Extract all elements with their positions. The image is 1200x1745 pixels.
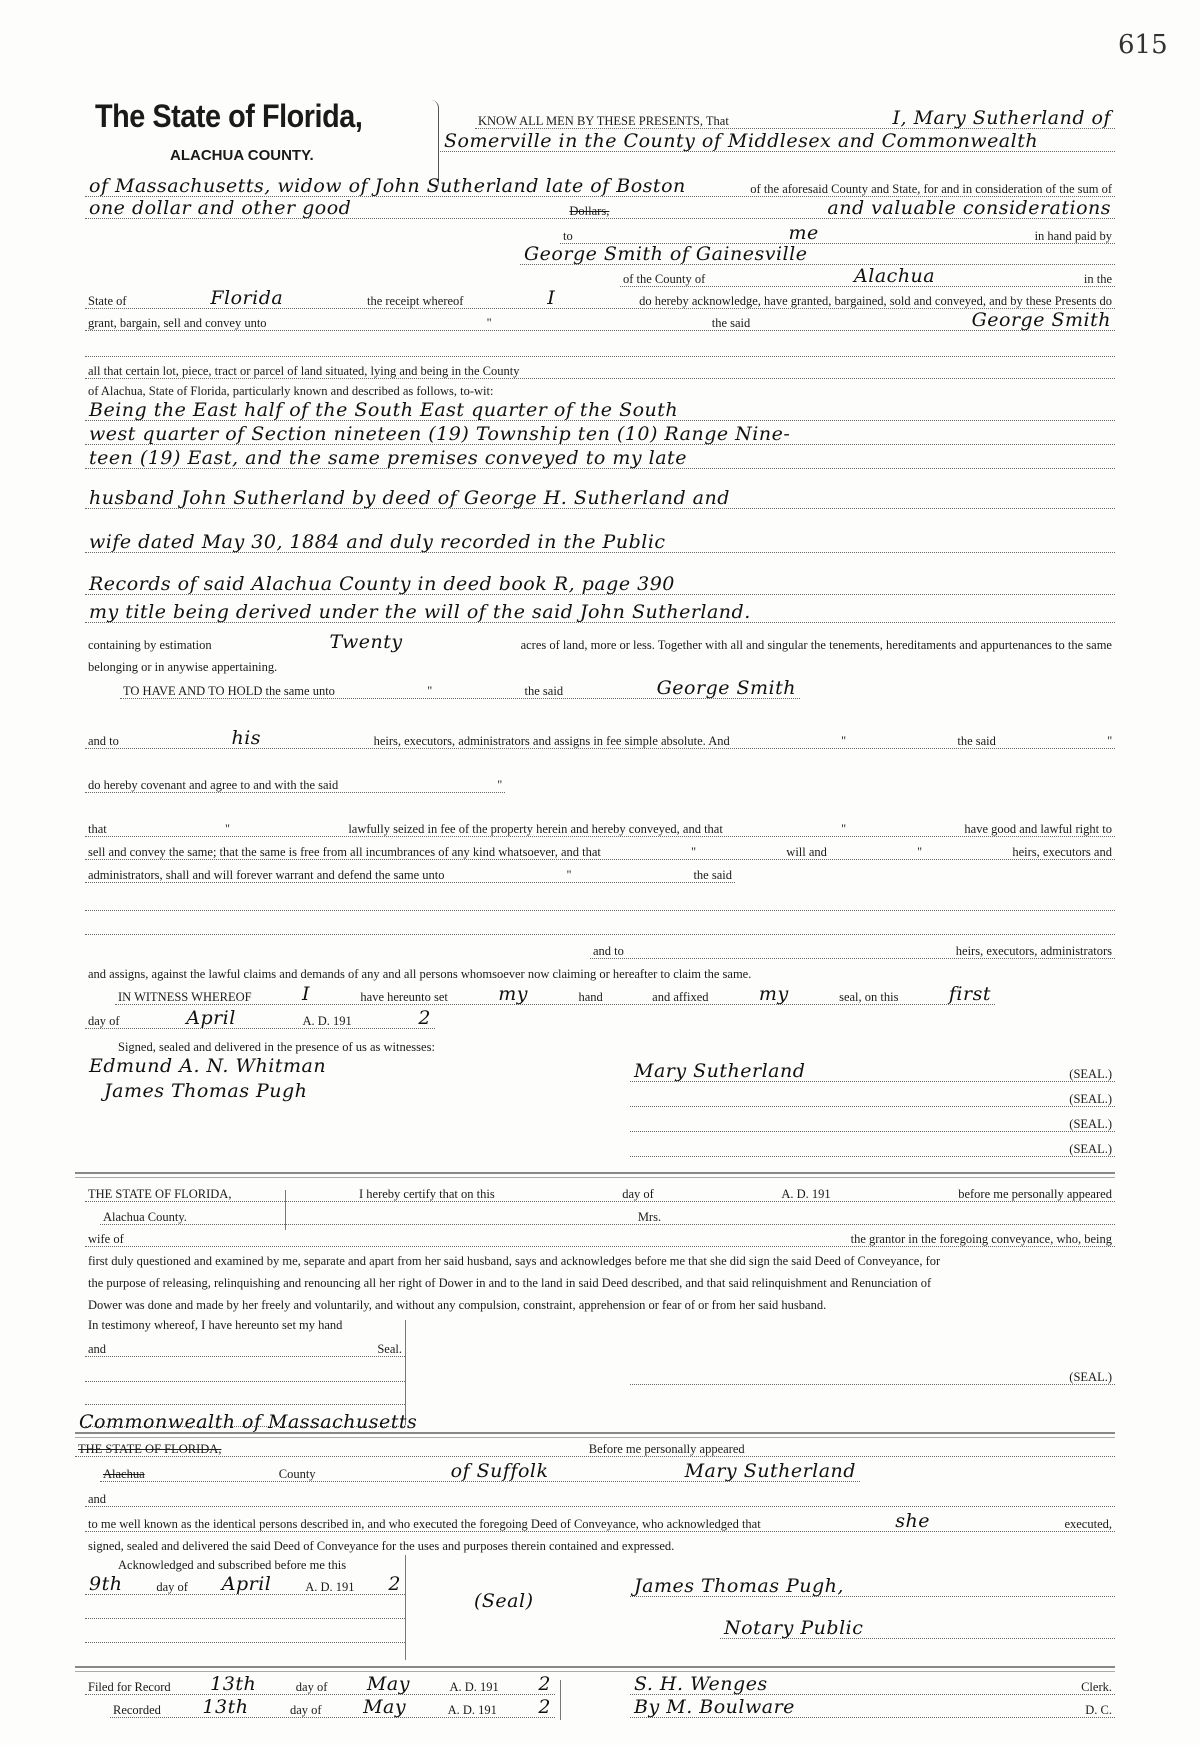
- form-line: [85, 308, 1115, 331]
- printed-text: containing by estimation: [85, 638, 215, 652]
- blank-form-line: [85, 1359, 405, 1382]
- printed-text: do hereby covenant and agree to and with the said: [85, 778, 341, 792]
- form-line: [630, 1672, 1115, 1695]
- printed-text: '': [222, 822, 233, 836]
- form-line: [85, 572, 1115, 595]
- handwritten-entry: Alachua: [854, 265, 936, 287]
- printed-text: grant, bargain, sell and convey unto: [85, 316, 270, 330]
- printed-text: '': [1104, 734, 1115, 748]
- printed-text: and assigns, against the lawful claims and demands of any and all persons whomsoever now claiming or hereafter to claim the same.: [85, 967, 754, 981]
- blank-form-line: [85, 888, 1115, 911]
- form-line: [85, 1334, 405, 1357]
- struck-printed-text: THE STATE OF FLORIDA,: [75, 1442, 224, 1456]
- printed-text: administrators, shall and will forever warrant and defend the same unto: [85, 868, 447, 882]
- printed-text: '': [838, 734, 849, 748]
- printed-text: Mrs.: [635, 1210, 664, 1224]
- printed-text: A. D. 191: [447, 1680, 502, 1694]
- printed-text: '': [838, 822, 849, 836]
- handwritten-entry: James Thomas Pugh: [104, 1080, 308, 1102]
- printed-text: the grantor in the foregoing conveyance, who, being: [848, 1232, 1115, 1246]
- handwritten-entry: my title being derived under the will of the said John Sutherland.: [89, 601, 751, 623]
- form-line: [475, 106, 1115, 129]
- printed-text: do hereby acknowledge, have granted, bargained, sold and conveyed, and by these Presents do: [636, 294, 1115, 308]
- printed-text: heirs, executors, administrators: [953, 944, 1115, 958]
- handwritten-entry: 2: [538, 1673, 551, 1695]
- form-line: [560, 221, 1115, 244]
- handwritten-entry: April: [186, 1007, 236, 1029]
- printed-text: executed,: [1061, 1517, 1115, 1531]
- form-line: [630, 1695, 1115, 1718]
- printed-text: '': [494, 778, 505, 792]
- form-line: [120, 676, 800, 699]
- handwritten-entry: 2: [538, 1696, 551, 1718]
- form-line: [85, 486, 1115, 509]
- handwritten-entry: George Smith: [656, 677, 796, 699]
- form-line: [630, 1059, 1115, 1082]
- printed-text: A. D. 191: [778, 1187, 833, 1201]
- handwritten-entry: his: [231, 727, 262, 749]
- printed-text: and affixed: [649, 990, 711, 1004]
- form-line: [85, 1224, 1115, 1247]
- form-line: [85, 726, 1115, 749]
- form-line: [470, 1589, 560, 1611]
- form-line: [100, 1202, 1115, 1225]
- printed-text: Seal.: [374, 1342, 405, 1356]
- printed-text: D. C.: [1082, 1703, 1115, 1717]
- printed-text: have good and lawful right to: [961, 822, 1115, 836]
- printed-text: the said: [709, 316, 754, 330]
- printed-text: Signed, sealed and delivered in the presence of us as witnesses:: [115, 1040, 438, 1054]
- handwritten-entry: Mary Sutherland: [634, 1060, 806, 1082]
- printed-text: in the: [1081, 272, 1115, 286]
- form-line: [630, 1134, 1115, 1157]
- form-line: [85, 652, 685, 674]
- form-line: [440, 129, 1115, 152]
- handwritten-entry: I: [547, 287, 556, 309]
- printed-text: Alachua County.: [100, 1210, 190, 1224]
- printed-text: In testimony whereof, I have hereunto set my hand: [85, 1318, 345, 1332]
- printed-text: all that certain lot, piece, tract or parcel of land situated, lying and being in the County: [85, 364, 522, 378]
- form-line: [620, 264, 1115, 287]
- printed-text: of Alachua, State of Florida, particularly known and described as follows, to-wit:: [85, 384, 496, 398]
- form-line: [85, 196, 1115, 219]
- printed-text: (SEAL.): [1066, 1370, 1115, 1384]
- blank-form-line: [85, 1382, 405, 1405]
- printed-text: the said: [690, 868, 735, 882]
- handwritten-entry: husband John Sutherland by deed of George H. Sutherland and: [89, 487, 730, 509]
- printed-text: the said: [954, 734, 999, 748]
- printed-text: '': [688, 845, 699, 859]
- printed-text: and: [85, 1492, 109, 1506]
- printed-text: '': [914, 845, 925, 859]
- printed-text: day of: [619, 1187, 657, 1201]
- handwritten-entry: first: [948, 983, 991, 1005]
- form-line: [85, 1672, 555, 1695]
- form-line: [85, 770, 505, 793]
- printed-text: heirs, executors and: [1009, 845, 1115, 859]
- form-line: [85, 814, 1115, 837]
- handwritten-entry: my: [498, 983, 529, 1005]
- printed-text: to: [560, 229, 576, 243]
- form-line: [720, 1616, 1115, 1639]
- handwritten-entry: Being the East half of the South East quarter of the South: [89, 399, 679, 421]
- handwritten-entry: I: [301, 983, 310, 1005]
- printed-text: (SEAL.): [1066, 1117, 1115, 1131]
- printed-text: have hereunto set: [357, 990, 450, 1004]
- page-number: 615: [1118, 30, 1168, 60]
- form-line: [85, 1290, 1115, 1312]
- form-line: [630, 1574, 1115, 1597]
- handwritten-entry: (Seal): [474, 1590, 534, 1612]
- printed-text: County: [276, 1467, 319, 1481]
- form-line: [75, 1410, 525, 1432]
- printed-text: before me personally appeared: [955, 1187, 1115, 1201]
- handwritten-entry: one dollar and other good: [89, 197, 352, 219]
- printed-text: (SEAL.): [1066, 1092, 1115, 1106]
- printed-text: acres of land, more or less. Together with all and singular the tenements, hereditaments and appurtenances to the same: [518, 638, 1115, 652]
- handwritten-entry: 13th: [202, 1696, 249, 1718]
- printed-text: hand: [575, 990, 605, 1004]
- handwritten-entry: James Thomas Pugh,: [634, 1575, 844, 1597]
- form-line: [630, 1084, 1115, 1107]
- form-line: [630, 1362, 1115, 1385]
- form-line: [85, 1054, 505, 1076]
- printed-text: Filed for Record: [85, 1680, 174, 1694]
- handwritten-entry: my: [758, 983, 789, 1005]
- form-line: [85, 959, 1115, 981]
- printed-text: Recorded: [110, 1703, 164, 1717]
- form-line: [115, 982, 995, 1005]
- printed-text: A. D. 191: [299, 1014, 354, 1028]
- form-line: [85, 286, 1115, 309]
- form-line: [590, 936, 1115, 959]
- blank-form-line: [85, 1620, 405, 1643]
- printed-text: in hand paid by: [1032, 229, 1115, 243]
- form-line: [85, 376, 785, 398]
- form-line: [85, 530, 1115, 553]
- printed-text: day of: [287, 1703, 325, 1717]
- handwritten-entry: By M. Boulware: [634, 1696, 795, 1718]
- printed-text: Dower was done and made by her freely and voluntarily, and without any compulsion, constraint, apprehension or fear of or from her said husband.: [85, 1298, 829, 1312]
- county-heading: ALACHUA COUNTY.: [170, 147, 314, 164]
- document-title: The State of Florida,: [95, 98, 363, 134]
- printed-text: will and: [783, 845, 830, 859]
- printed-text: lawfully seized in fee of the property herein and hereby conveyed, and that: [345, 822, 726, 836]
- handwritten-entry: me: [788, 222, 819, 244]
- form-line: [85, 1310, 405, 1332]
- handwritten-entry: George Smith: [971, 309, 1111, 331]
- handwritten-entry: of Massachusetts, widow of John Sutherland late of Boston: [89, 175, 686, 197]
- printed-text: Acknowledged and subscribed before me this: [115, 1558, 349, 1572]
- form-line: [115, 1550, 405, 1572]
- form-line: [115, 1032, 615, 1054]
- printed-text: '': [564, 868, 575, 882]
- printed-text: THE STATE OF FLORIDA,: [85, 1187, 234, 1201]
- printed-text: to me well known as the identical persons described in, and who executed the foregoing Deed of Conveyance, who acknowledged that: [85, 1517, 764, 1531]
- handwritten-entry: George Smith of Gainesville: [524, 243, 808, 265]
- form-line: [85, 600, 1115, 623]
- form-line: [85, 1509, 1115, 1532]
- form-line: [520, 242, 1115, 265]
- form-line: [630, 1109, 1115, 1132]
- form-line: [85, 837, 1115, 860]
- handwritten-entry: Records of said Alachua County in deed book R, page 390: [89, 573, 675, 595]
- handwritten-entry: of Suffolk: [450, 1460, 549, 1482]
- handwritten-entry: May: [363, 1696, 407, 1718]
- printed-text: and to: [590, 944, 627, 958]
- printed-text: A. D. 191: [302, 1580, 357, 1594]
- handwritten-entry: April: [221, 1573, 272, 1595]
- handwritten-entry: Mary Sutherland: [684, 1460, 856, 1482]
- brace-divider: [405, 1555, 406, 1660]
- handwritten-entry: Somerville in the County of Middlesex and Commonwealth: [444, 130, 1039, 152]
- handwritten-entry: wife dated May 30, 1884 and duly recorded in the Public: [89, 531, 666, 553]
- struck-printed-text: Dollars,: [566, 204, 612, 218]
- form-line: [100, 1459, 860, 1482]
- blank-form-line: [85, 1596, 405, 1619]
- printed-text: the receipt whereof: [364, 294, 466, 308]
- printed-text: '': [424, 684, 435, 698]
- printed-text: belonging or in anywise appertaining.: [85, 660, 280, 674]
- handwritten-entry: she: [895, 1510, 930, 1532]
- printed-text: KNOW ALL MEN BY THESE PRESENTS, That: [475, 114, 732, 128]
- printed-text: State of: [85, 294, 130, 308]
- struck-printed-text: Alachua: [100, 1467, 148, 1481]
- printed-text: sell and convey the same; that the same is free from all incumbrances of any kind whatsoever, and that: [85, 845, 604, 859]
- handwritten-entry: 2: [388, 1573, 401, 1595]
- printed-text: and to: [85, 734, 122, 748]
- form-line: [100, 1079, 500, 1101]
- printed-text: heirs, executors, administrators and assigns in fee simple absolute. And: [371, 734, 733, 748]
- handwritten-entry: teen (19) East, and the same premises conveyed to my late: [89, 447, 687, 469]
- printed-text: seal, on this: [836, 990, 901, 1004]
- form-line: [85, 1246, 1115, 1268]
- handwritten-entry: I, Mary Sutherland of: [892, 107, 1111, 129]
- handwritten-entry: May: [366, 1673, 410, 1695]
- printed-text: day of: [293, 1680, 331, 1694]
- form-line: [85, 174, 1115, 197]
- printed-text: I hereby certify that on this: [356, 1187, 498, 1201]
- handwritten-entry: S. H. Wenges: [634, 1673, 768, 1695]
- printed-text: of the County of: [620, 272, 708, 286]
- form-line: [85, 1006, 435, 1029]
- form-line: [85, 1572, 405, 1595]
- handwritten-entry: and valuable considerations: [827, 197, 1111, 219]
- handwritten-entry: Edmund A. N. Whitman: [89, 1055, 327, 1077]
- printed-text: IN WITNESS WHEREOF: [115, 990, 255, 1004]
- handwritten-entry: Florida: [210, 287, 284, 309]
- form-line: [85, 860, 735, 883]
- section-rule: [75, 1172, 1115, 1178]
- handwritten-entry: Notary Public: [724, 1617, 864, 1639]
- printed-text: (SEAL.): [1066, 1067, 1115, 1081]
- form-line: [75, 1434, 1115, 1457]
- printed-text: TO HAVE AND TO HOLD the same unto: [120, 684, 338, 698]
- printed-text: the purpose of releasing, relinquishing and renouncing all her right of Dower in and to the land in said Deed described, and that said relinquishment and Renunciation of: [85, 1276, 934, 1290]
- printed-text: A. D. 191: [445, 1703, 500, 1717]
- form-line: [110, 1695, 555, 1718]
- printed-text: and: [85, 1342, 109, 1356]
- blank-form-line: [85, 334, 1115, 357]
- handwritten-entry: Twenty: [329, 631, 403, 653]
- printed-text: (SEAL.): [1066, 1142, 1115, 1156]
- printed-text: that: [85, 822, 110, 836]
- handwritten-entry: 9th: [89, 1573, 123, 1595]
- handwritten-entry: west quarter of Section nineteen (19) Township ten (10) Range Nine-: [89, 423, 791, 445]
- handwritten-entry: 13th: [210, 1673, 257, 1695]
- brace-divider: [560, 1680, 561, 1720]
- handwritten-entry: 2: [418, 1007, 431, 1029]
- form-line: [85, 1179, 1115, 1202]
- printed-text: Clerk.: [1078, 1680, 1115, 1694]
- printed-text: signed, sealed and delivered the said Deed of Conveyance for the uses and purposes therein contained and expressed.: [85, 1539, 677, 1553]
- form-line: [85, 446, 1115, 469]
- blank-form-line: [85, 912, 1115, 935]
- form-line: [85, 1484, 1115, 1507]
- printed-text: first duly questioned and examined by me, separate and apart from her said husband, says and acknowledges before me that she did sign the said Deed of Conveyance, for: [85, 1254, 943, 1268]
- printed-text: day of: [153, 1580, 191, 1594]
- printed-text: day of: [85, 1014, 123, 1028]
- form-line: [85, 422, 1115, 445]
- printed-text: wife of: [85, 1232, 127, 1246]
- handwritten-entry: Commonwealth of Massachusetts: [79, 1411, 418, 1433]
- form-line: [85, 630, 1115, 652]
- printed-text: of the aforesaid County and State, for and in consideration of the sum of: [747, 182, 1115, 196]
- form-line: [85, 1268, 1115, 1290]
- printed-text: Before me personally appeared: [586, 1442, 748, 1456]
- form-line: [85, 398, 1115, 421]
- printed-text: the said: [522, 684, 567, 698]
- printed-text: '': [484, 316, 495, 330]
